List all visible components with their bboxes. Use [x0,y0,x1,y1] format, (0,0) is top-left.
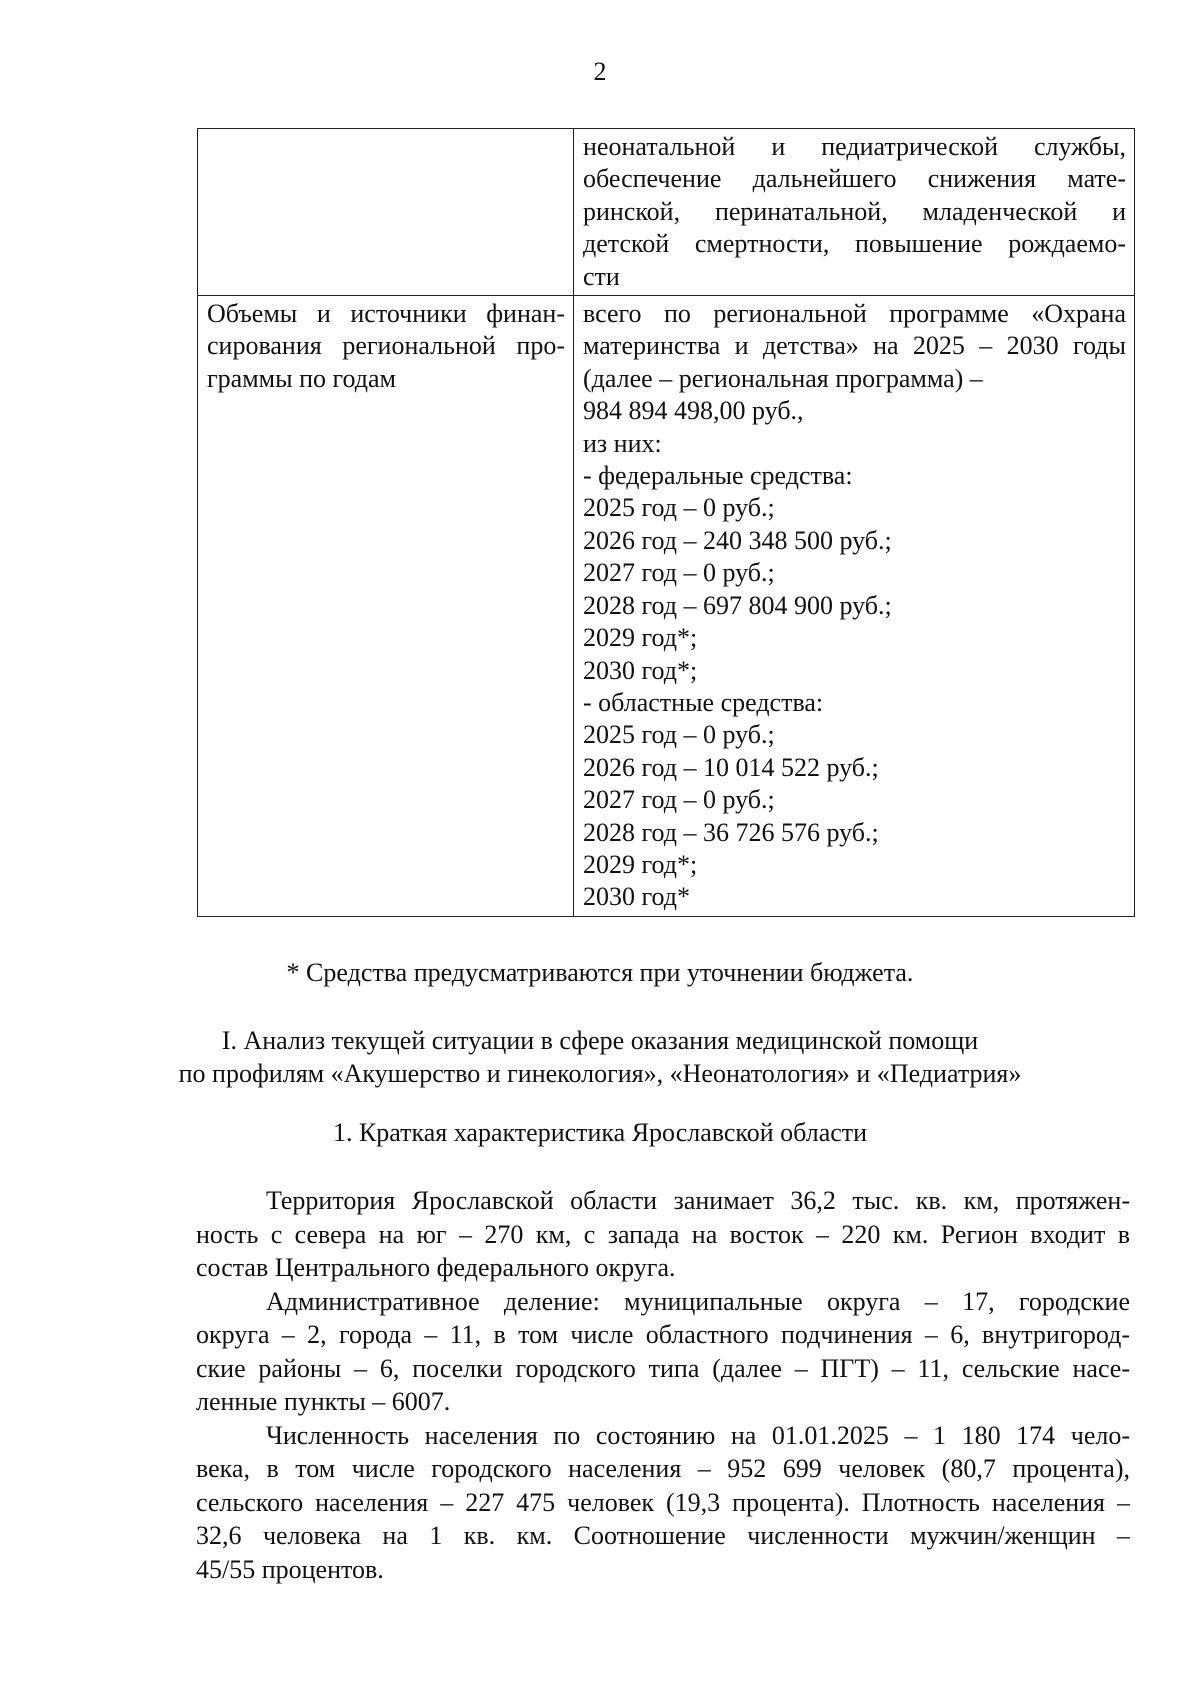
paragraph-territory [196,1184,1130,1285]
table-line: сирования региональной про- [207,331,565,361]
table-line: сти [583,261,620,291]
table-line: (далее – региональная программа) – [583,363,983,393]
funding-year-line: 2029 год*; [583,849,698,879]
funding-year-line: 2026 год – 240 348 500 руб.; [583,525,892,555]
paragraph-line: ские районы – 6, поселки городского типа (далее – ПГТ) – 11, сельские насе- [196,1353,1130,1383]
table-line: из них: [583,428,662,458]
table-cell-label [198,296,574,917]
funding-year-line: 2027 год – 0 руб.; [583,558,775,588]
table-row-funding [198,296,1135,917]
regional-funds-heading: - областные средства: [583,687,824,717]
paragraph-line: Территория Ярославской области занимает 36,2 тыс. кв. км, протяжен- [266,1186,1130,1215]
table-cell-value [574,129,1135,296]
paragraph-line: сельского населения – 227 475 человек (19,3 процента). Плотность населения – [196,1487,1130,1517]
funding-year-line: 2029 год*; [583,623,698,653]
table-cell-label [198,129,574,296]
funding-year-line: 2030 год*; [583,655,698,685]
budget-footnote: * Средства предусматриваются при уточнении бюджета. [286,958,914,987]
table-line: ринской, перинатальной, младенческой и [583,196,1126,226]
section-heading-line: по профилям «Акушерство и гинекология», «Неонатология» и «Педиатрия» [178,1059,1022,1088]
federal-funds-heading: - федеральные средства: [583,461,853,491]
paragraph-line: ленные пункты – 6007. [196,1387,451,1416]
table-line: Объемы и источники финан- [207,299,565,329]
paragraph-line: Численность населения по состоянию на 01.01.2025 – 1 180 174 чело- [266,1420,1130,1450]
subsection-heading: 1. Краткая характеристика Ярославской области [332,1118,868,1147]
table-row-goals [198,129,1135,296]
funding-year-line: 2028 год – 697 804 900 руб.; [583,590,892,620]
paragraph-line: Административное деление: муниципальные округа – 17, городские [266,1286,1130,1316]
funding-total: 984 894 498,00 руб., [583,396,804,426]
funding-year-line: 2027 год – 0 руб.; [583,785,775,815]
paragraph-line: 32,6 человека на 1 кв. км. Соотношение численности мужчин/женщин – [196,1521,1130,1550]
paragraph-line: 45/55 процентов. [196,1554,384,1584]
paragraph-administrative-division [196,1285,1130,1419]
table-line: граммы по годам [207,363,396,393]
table-cell-value [574,296,1135,917]
section-heading-line: I. Анализ текущей ситуации в сфере оказания медицинской помощи [221,1026,979,1055]
paragraph-line: ность с севера на юг – 270 км, с запада на восток – 220 км. Регион входит в [196,1219,1130,1249]
funding-year-line: 2030 год* [583,882,690,912]
paragraph-population [196,1419,1130,1587]
section-heading [0,1024,1200,1090]
funding-year-line: 2028 год – 36 726 576 руб.; [583,817,879,847]
funding-year-line: 2025 год – 0 руб.; [583,493,775,523]
paragraph-line: века, в том числе городского населения – 952 699 человек (80,7 процента), [196,1454,1130,1483]
funding-year-line: 2025 год – 0 руб.; [583,720,775,750]
body-text [196,1184,1130,1586]
program-passport-table [197,128,1135,917]
paragraph-line: округа – 2, города – 11, в том числе областного подчинения – 6, внутригород- [196,1320,1130,1349]
table-line: всего по региональной программе «Охрана [583,299,1126,329]
funding-year-line: 2026 год – 10 014 522 руб.; [583,752,879,782]
table-line: материнства и детства» на 2025 – 2030 годы [583,331,1126,361]
table-line: детской смертности, повышение рождаемо- [583,229,1126,259]
paragraph-line: состав Центрального федерального округа. [196,1253,676,1282]
table-line: неонатальной и педиатрической службы, [583,132,1126,161]
table-line: обеспечение дальнейшего снижения мате- [583,164,1126,194]
page-number: 2 [593,57,607,86]
